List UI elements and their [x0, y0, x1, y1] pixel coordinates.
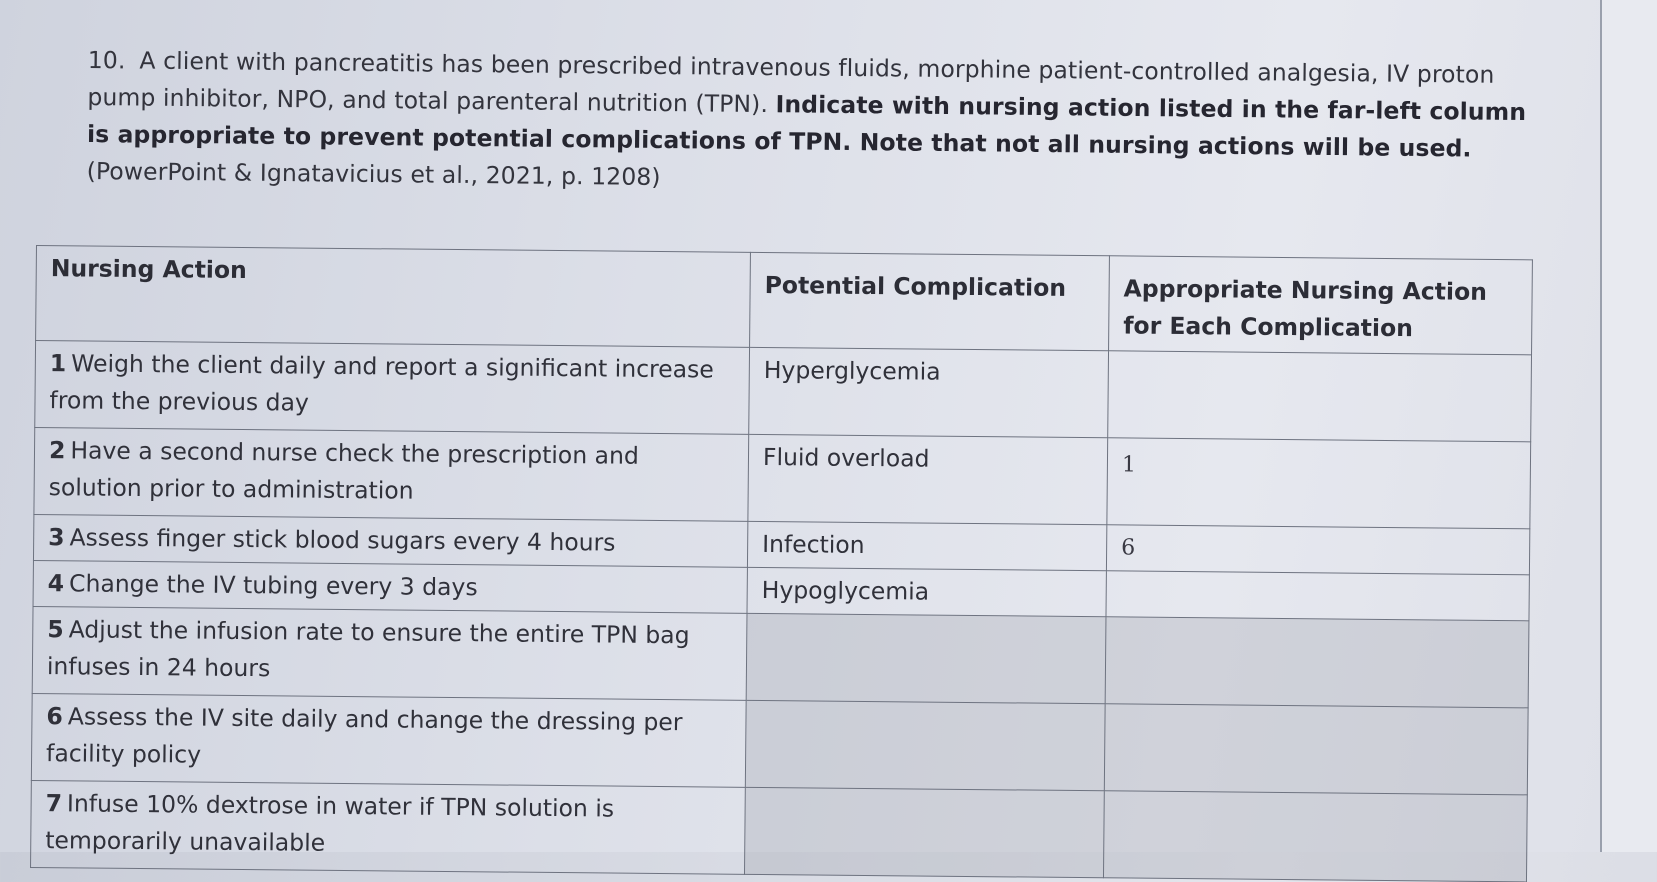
page-edge — [1600, 0, 1657, 852]
action-text: Assess the IV site daily and change the dressing per facility policy — [45, 702, 683, 769]
answer-cell[interactable]: 1 — [1107, 438, 1531, 529]
question-instruction: Indicate with nursing action listed in the far-left column is appropriate to prevent potential complications of TPN. Note that not all nursing actions will be used. — [86, 90, 1527, 163]
action-text: Weigh the client daily and report a significant increase from the previous day — [49, 349, 714, 417]
complication-cell: Fluid overload — [748, 434, 1108, 524]
action-text: Infuse 10% dextrose in water if TPN solution is temporarily unavailable — [45, 789, 615, 857]
table-header-row — [36, 246, 1533, 355]
action-cell — [34, 427, 749, 521]
answer-cell[interactable] — [1105, 617, 1529, 708]
answer-cell[interactable] — [1103, 791, 1527, 882]
table-row — [32, 606, 1529, 707]
action-text: Adjust the infusion rate to ensure the entire TPN bag infuses in 24 hours — [46, 615, 690, 683]
question-number: 10. — [87, 45, 126, 75]
header-appropriate-action: Appropriate Nursing Action for Each Complication — [1109, 256, 1533, 355]
action-number: 7 — [45, 789, 63, 818]
question-citation: (PowerPoint & Ignatavicius et al., 2021, p. 1208) — [86, 156, 661, 192]
table-row — [31, 693, 1528, 794]
complication-cell: Hypoglycemia — [747, 567, 1106, 616]
table-row — [31, 780, 1528, 881]
action-number: 6 — [46, 702, 63, 731]
action-cell — [31, 780, 746, 874]
complication-cell — [744, 787, 1104, 877]
question-body: A client with pancreatitis has been prescribed intravenous fluids, morphine patient-controlled analgesia, IV proton pump inhibitor, NPO, and total parenteral nutrition (TPN). — [87, 46, 1495, 119]
complication-cell — [746, 613, 1106, 703]
action-cell — [35, 341, 750, 435]
complication-cell — [745, 700, 1105, 790]
question-text — [86, 42, 1547, 205]
action-text: Assess finger stick blood sugars every 4 hours — [69, 523, 616, 557]
answer-cell[interactable] — [1106, 571, 1529, 621]
answer-cell[interactable] — [1104, 704, 1528, 795]
table-row — [35, 341, 1532, 442]
action-cell — [33, 560, 747, 613]
answer-cell[interactable] — [1108, 351, 1532, 442]
action-number: 1 — [49, 349, 67, 378]
action-cell — [33, 514, 747, 567]
answer-cell[interactable]: 6 — [1106, 525, 1529, 575]
action-number: 5 — [47, 615, 64, 644]
header-nursing-action: Nursing Action — [36, 246, 751, 348]
complication-cell: Hyperglycemia — [749, 347, 1109, 437]
action-number: 4 — [47, 569, 65, 598]
table-row — [34, 427, 1531, 528]
action-text: Have a second nurse check the prescription and solution prior to administration — [48, 436, 639, 505]
header-potential-complication: Potential Complication — [750, 252, 1110, 350]
action-cell — [32, 606, 747, 700]
action-text: Change the IV tubing every 3 days — [68, 569, 478, 602]
complication-cell: Infection — [747, 521, 1106, 570]
tpn-table — [30, 245, 1533, 882]
action-number: 2 — [48, 436, 66, 465]
action-number: 3 — [48, 523, 65, 552]
action-cell — [31, 693, 746, 787]
